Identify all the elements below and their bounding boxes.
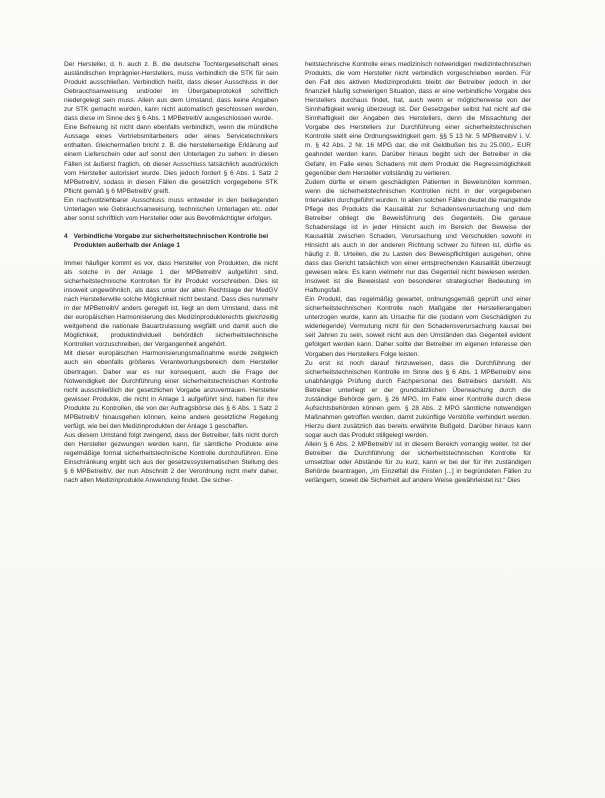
section-title: Verbindliche Vorgabe zur sicherheitstechnischen Kontrolle bei Produkten außerhalb der Anlage 1 xyxy=(73,232,269,249)
paragraph: Eine Befreiung ist nicht dann ebenfalls verbindlich, wenn die mündliche Aussage eines Vertriebsmitarbeiters oder eines Servicetechnikers enthalten. Gleichermaßen bricht z. B. die herstellerseitige Erklärung auf einem Lieferschein oder auf sonst den Unterlagen zu sehen: in diesen Fällen ist äußerst fraglich, ob dieser Ausschluss tatsächlich ausdrücklich vom Hersteller autorisiert wurde. Dies jedoch fordert § 6 Abs. 1 Satz 2 MPBetreibV, sodass in diesen Fällen die gesetzlich vorgegebene STK Pflicht gemäß § 6 MPBetreibV greift. xyxy=(64,124,278,195)
paragraph: Ein Produkt, das regelmäßig gewartet, ordnungsgemäß geprüft und einer sicherheitstechnischen Kontrolle nach Maßgabe der Herstellerangaben unterzogen wurde, kann als Ursache für die (sodann vom Geschädigten zu widerlegende) Vermutung nicht für den Schadensverursachung kausal bei seit Jahren zu sein, soweit nicht aus den Umständen das Gegenteil evident gefolgert werden kann. Daher sollte der Betreiber im eigenen Interesse den Vorgaben des Herstellers Folge leisten. xyxy=(305,296,531,358)
paragraph: heitstechnische Kontrolle eines medizinisch notwendigen medizintechnischen Produkts, die vom Hersteller nicht verbindlich vorgeschrieben werden. Für den Fall des aktiven Medizinprodukts bleibt der Betreiber jedoch in der finanziell häufig schwierigen Situation, dass er eine verbindliche Vorgabe des Herstellers durchaus findet, hat, auch wenn er möglicherweise von der Sinnhaftigkeit wenig überzeugt ist. Der Gesetzgeber selbst hat nicht auf die Sinnhaftigkeit der Angaben des Herstellers, denn die Missachtung der Vorgabe des Herstellers zur Durchführung einer sicherheitstechnischen Kontrolle stellt eine Ordnungswidrigkeit gem. §§ 5 13 Nr. 5 MPBetreibV i. V. m. § 42 Abs. 2 Nr. 16 MPG dar, die mit Geldbußen bis zu 25.000,- EUR geahndet werden kann. Darüber hinaus begibt sich der Betreiber in die Gefahr, im Falle eines Schadens mit dem Produkt die Regressmöglichkeit gegenüber dem Hersteller vollständig zu verlieren. xyxy=(305,61,531,177)
left-column xyxy=(64,60,278,485)
section-heading xyxy=(64,232,278,250)
paragraph: Ein nachvollziehbarer Ausschluss muss entweder in den beiliegenden Unterlagen wie Gebrauchsanweisung, technischen Unterlagen etc. oder aber sonst schriftlich vom Hersteller oder aus Bevollmächtigter erfolgen. xyxy=(64,196,278,222)
paragraph: Aus diesem Umstand folgt zwingend, dass der Betreiber, falls nicht durch den Hersteller gezwungen werden kann, für sämtliche Produkte eine regelmäßige formal sicherheitstechnische Kontrolle durchzuführen. Eine Einschränkung ergibt sich aus der gesetzessystematischen Stellung des § 6 MPBetreibV, der nun Abschnitt 2 der Verordnung nicht mehr daher, nach allen Medizinprodukte Anwendung findet. Die sicher- xyxy=(64,431,278,485)
right-column xyxy=(305,60,531,485)
section-number: 4 xyxy=(64,232,68,240)
paragraph: Der Hersteller, d. h. auch z. B. die deutsche Tochtergesellschaft eines ausländischen Imprägnier-Herstellers, muss verbindlich die STK für sein Produkt ausschließen. Verbindlich heißt, dass dieser Ausschluss in der Gebrauchsanweisung und/oder im Übergabeprotokoll schriftlich niedergelegt sein muss. Allein aus dem Umstand, dass keine Angaben zur STK gemacht wurden, kann nicht automatisch geschlossen werden, dass diese im Sinne des § 6 Abs. 1 MPBetreibV ausgeschlossen wurde. xyxy=(64,61,278,123)
paragraph: Allein § 6 Abs. 2 MPBetreibV ist in diesem Bereich vorrangig weiter. Ist der Betreiber die Durchführung der sicherheitstechnischen Kontrolle für umsetzbar oder Abstände für zu kurz, kann er bei der für ihn zuständigen Behörde beantragen, „im Einzelfall die Fristen [...] in begründeten Fällen zu verlängern, soweit die Sicherheit auf andere Weise gewährleistet ist.“ Dies xyxy=(305,440,531,485)
paragraph: Mit dieser europäischen Harmonisierungsmaßnahme wurde zeitgleich auch ein ebenfalls größeres Verantwortungsbereich dem Hersteller übertragen. Daher war es nur konsequent, auch die Frage der Notwendigkeit der Durchführung einer sicherheitstechnischen Kontrolle nicht ausschließlich der gesetzlichen Vorgabe anzuvertrauen. Hersteller gewisser Produkte, die nicht in Anlage 1 aufgeführt sind, haben für ihre Produkte zu Kontrollen, die von der Auftragsbörse des § 6 Abs. 1 Satz 2 MPBetreibV hinausgehen können, keine andere gesetzliche Regelung verfügt, wie bei den Medizinprodukten der Anlage 1 geschaffen. xyxy=(64,350,278,430)
paragraph: Zudem dürfte er einem geschädigten Patienten in Beweisnöten kommen, wenn die sicherheitstechnischen Kontrollen nicht in der vorgegebenen Intervallen durchgeführt wurden. In allen solchen Fällen deutet die mangelnde Pflege des Produkts die Kausalität zur Schadensverursachung und dem Betreiber obliegt die Beweisführung des Gegenteils. Die genaue Schadenslage ist in jeder Hinsicht auch im Bereich der Beweise der Kausalität zwischen Schaden, Verursachung und Verschulden sowohl in Hinsicht als auch in der anderen Richtung schwer zu führen ist, dürfte es häufig z. B. Urteilen, die zu Lasten des Beweispflichtigen ausgehen, ohne dass das Gericht tatsächlich von einer entsprechenden Kausalität überzeugt gewesen wäre. Es kann vielmehr nur das Gegenteil nicht bewiesen werden. Insoweit ist die Beweislast von besonderer strategischer Bedeutung im Haftungsfall. xyxy=(305,178,531,295)
paragraph: Immer häufiger kommt es vor, dass Hersteller von Produkten, die nicht als solche in der Anlage 1 der MPBetreibV aufgeführt sind, sicherheitstechnische Kontrollen für ihr Produkt vorschreiben. Dies ist insoweit ungewöhnlich, als dass unter der alten Rechtslage der MedGV nach Herstellerwille solche Möglichkeit nicht bestand. Dass dies nunmehr in der MPBetreibV anders geregelt ist, liegt an dem Umstand, dass mit der europäischen Harmonisierung des Medizinprodukterechts gleichzeitig weitgehend die nationale Bauartzulassung wegfällt und damit auch die Möglichkeit, produktindividuell behördlich sicherheitstechnische Kontrollen vorzuschreiben, der Vergangenheit angehört. xyxy=(64,259,278,349)
paragraph: Zu erst ist noch darauf hinzuweisen, dass die Durchführung der sicherheitstechnischen Kontrolle im Sinne des § 6 Abs. 1 MPBetreibV eine unabhängige Prüfung durch Fachpersonal des Betreibers darstellt. Als Betreiber unterliegt er der grundsätzlichen Überwachung durch die zuständige Behörde gem. § 26 MPG. Im Falle einer Kontrolle durch diese Aufsichtsbehörden können gem. § 28 Abs. 2 MPG sämtliche notwendigen Maßnahmen getroffen werden, damit zukünftige Verstöße verhindert werden. Hierzu dient zusätzlich das bereits erwähnte Bußgeld. Darüber hinaus kann sogar auch das Produkt stillgelegt werden. xyxy=(305,359,531,439)
